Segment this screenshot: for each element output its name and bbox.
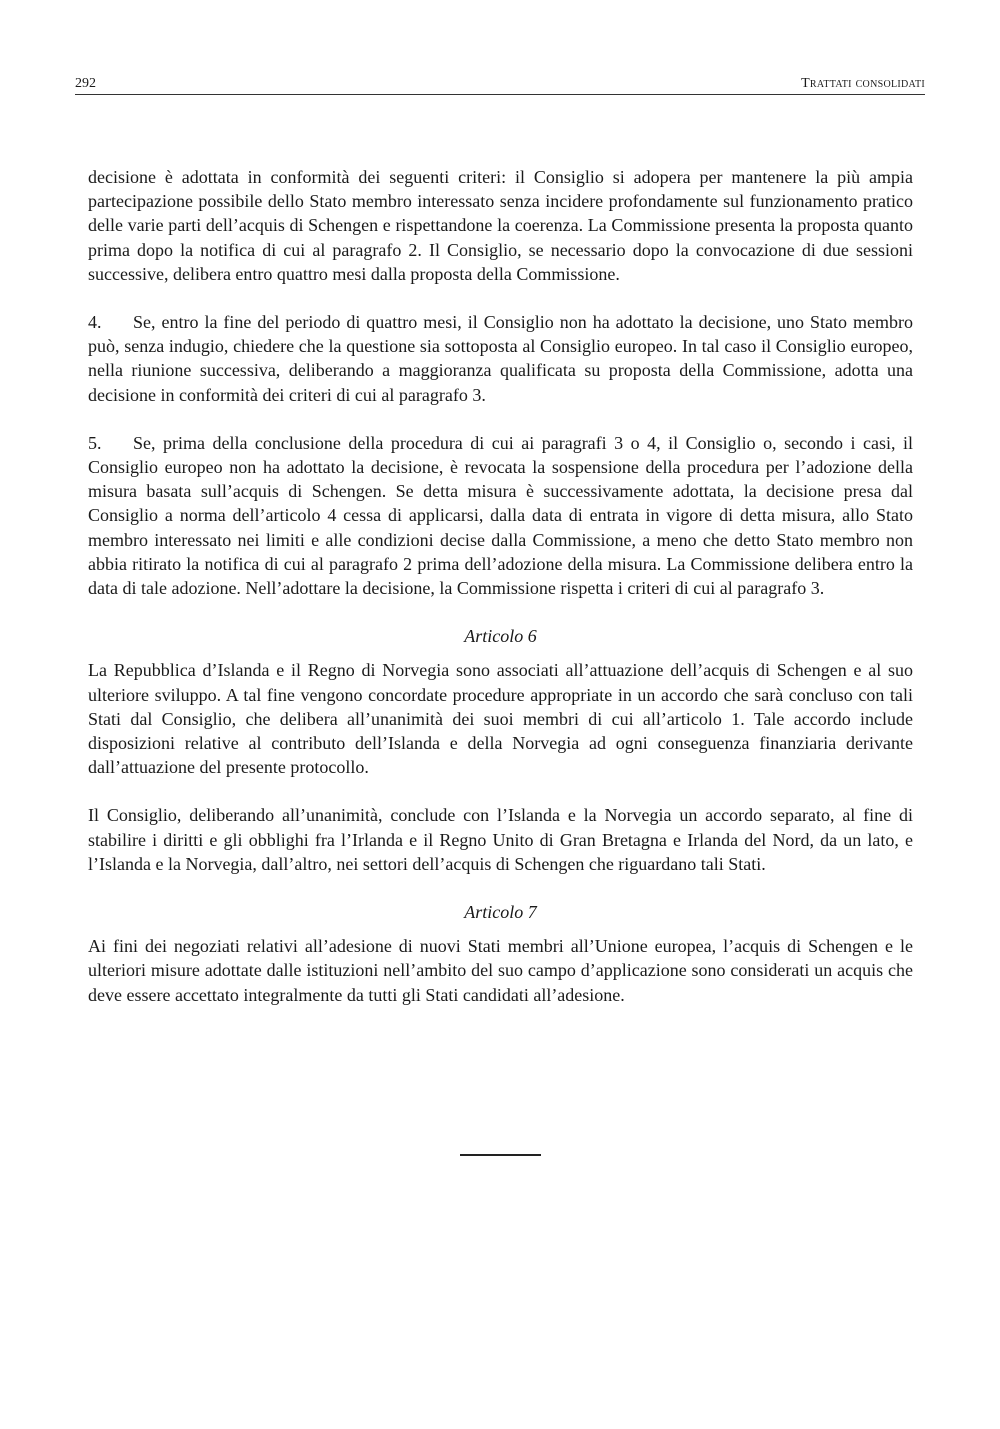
article-7-paragraph-1: Ai fini dei negoziati relativi all’adesione di nuovi Stati membri all’Unione europea, l’acquis di Schengen e le ulteriori misure adottate dalle istituzioni nell’ambito del suo campo d’applicazione sono considerati un acquis che deve essere accettato integralmente da tutti gli Stati candidati all’adesione. — [88, 936, 913, 1005]
paragraph-number: 5. — [88, 432, 102, 453]
page-number: 292 — [75, 76, 96, 91]
paragraph-5 — [88, 431, 913, 600]
article-6-paragraph-1: La Repubblica d’Islanda e il Regno di Norvegia sono associati all’attuazione dell’acquis di Schengen e al suo ulteriore sviluppo. A tal fine vengono concordate procedure appropriate in un accordo che sarà concluso con tali Stati dal Consiglio, che delibera all’unanimità dei suoi membri di cui all’articolo 1. Tale accordo include disposizioni relative al contributo dell’Islanda e della Norvegia ad ogni conseguenza finanziaria derivante dall’attuazione del presente protocollo. — [88, 660, 913, 778]
paragraph-text: Se, prima della conclusione della procedura di cui ai paragrafi 3 o 4, il Consiglio o, secondo i casi, il Consiglio europeo non ha adottato la decisione, è revocata la sospensione della procedura per l’adozione della misura basata sull’acquis di Schengen. Se detta misura è successivamente adottata, la decisione presa dal Consiglio a norma dell’articolo 4 cessa di applicarsi, dalla data di entrata in vigore di detta misura, allo Stato membro interessato nei limiti e alle condizioni decise dalla Commissione, a meno che detto Stato membro non abbia ritirato la notifica di cui al paragrafo 2 prima dell’adozione della misura. La Commissione delibera entro la data di tale adozione. Nell’adottare la decisione, la Commissione rispetta i criteri di cui al paragrafo 3. — [88, 432, 913, 599]
document-body — [88, 165, 913, 1007]
paragraph-4 — [88, 310, 913, 407]
article-6-heading: Articolo 6 — [464, 626, 537, 647]
running-title: Trattati consolidati — [801, 76, 925, 91]
article-6-paragraph-2: Il Consiglio, deliberando all’unanimità, conclude con l’Islanda e la Norvegia un accordo separato, al fine di stabilire i diritti e gli obblighi fra l’Irlanda e il Regno Unito di Gran Bretagna e Irlanda del Nord, da un lato, e l’Islanda e la Norvegia, dall’altro, nei settori dell’acquis di Schengen che riguardano tali Stati. — [88, 805, 913, 874]
paragraph-number: 4. — [88, 312, 102, 333]
page-header — [75, 76, 925, 95]
article-7-heading: Articolo 7 — [464, 902, 537, 923]
paragraph-text: Se, entro la fine del periodo di quattro mesi, il Consiglio non ha adottato la decisione, uno Stato membro può, senza indugio, chiedere che la questione sia sottoposta al Consiglio europeo. In tal caso il Consiglio europeo, nella riunione successiva, deliberando a maggioranza qualificata su proposta della Commissione, adotta una decisione in conformità dei criteri di cui al paragrafo 3. — [88, 312, 913, 405]
end-divider — [460, 1154, 541, 1156]
paragraph-intro: decisione è adottata in conformità dei seguenti criteri: il Consiglio si adopera per mantenere la più ampia partecipazione possibile dello Stato membro interessato senza incidere profondamente sul funzionamento pratico delle varie parti dell’acquis di Schengen e rispettandone la coerenza. La Commissione presenta la proposta quanto prima dopo la notifica di cui al paragrafo 2. Il Consiglio, se necessario dopo la convocazione di due sessioni successive, delibera entro quattro mesi dalla proposta della Commissione. — [88, 167, 913, 284]
